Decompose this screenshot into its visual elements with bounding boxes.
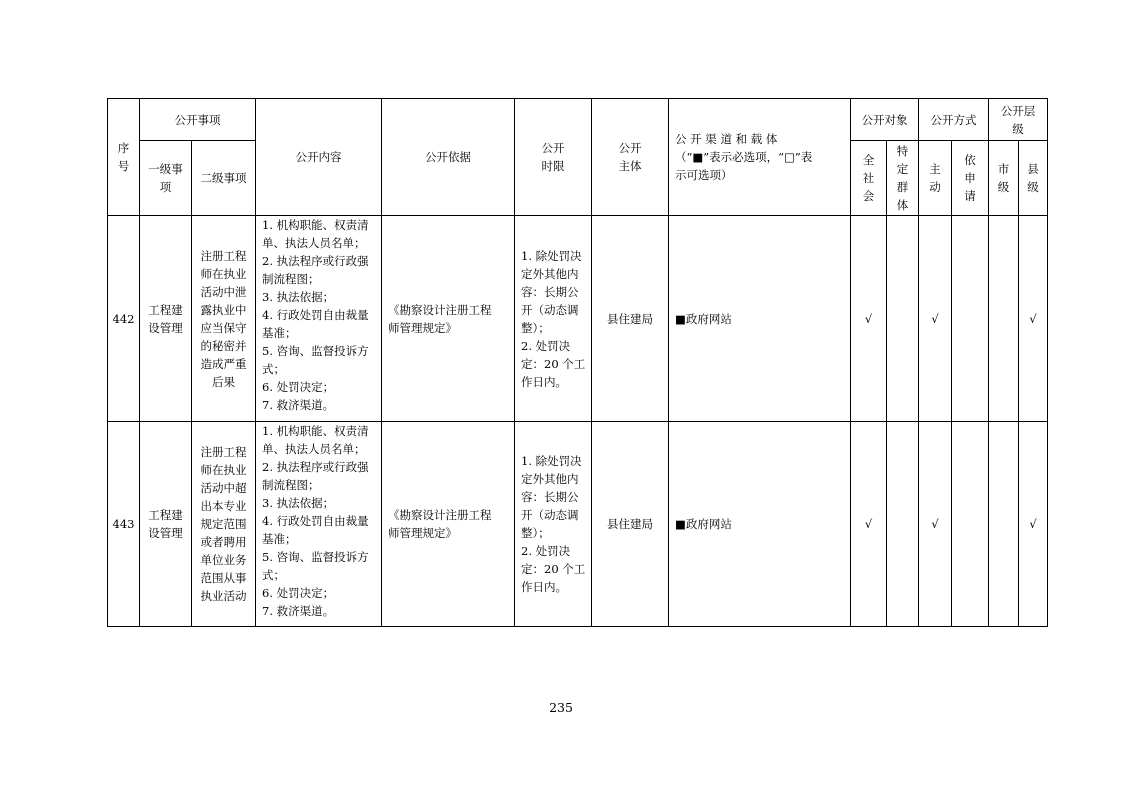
row-seq: 442 — [108, 216, 140, 422]
content-item: 5. 咨询、监督投诉方 式； — [262, 344, 369, 376]
row-level1: 工程建 设管理 — [140, 216, 192, 422]
row-channel: ■政府网站 — [669, 216, 851, 422]
content-item: 2. 执法程序或行政强 制流程图； — [262, 254, 369, 286]
table-row — [108, 216, 1048, 422]
header-method-active: 主 动 — [919, 141, 952, 216]
row-content — [256, 216, 382, 422]
row-target-all: √ — [851, 216, 887, 422]
row-method-apply — [952, 216, 989, 422]
row-level-city — [989, 422, 1019, 627]
header-items: 公开事项 — [140, 99, 256, 141]
header-level: 公开层 级 — [989, 99, 1048, 141]
header-target: 公开对象 — [851, 99, 919, 141]
row-content — [256, 422, 382, 627]
header-level2: 二级事项 — [192, 141, 256, 216]
content-item: 6. 处罚决定； — [262, 586, 335, 600]
content-item: 7. 救济渠道。 — [262, 604, 335, 618]
row-level-city — [989, 216, 1019, 422]
header-time-limit: 公开 时限 — [515, 99, 592, 216]
content-item: 2. 执法程序或行政强 制流程图； — [262, 460, 369, 492]
header-subject: 公开 主体 — [592, 99, 669, 216]
row-level2: 注册工程 师在执业 活动中泄 露执业中 应当保守 的秘密并 造成严重 后果 — [192, 216, 256, 422]
header-method: 公开方式 — [919, 99, 989, 141]
header-level-county: 县 级 — [1019, 141, 1048, 216]
header-channel: 公 开 渠 道 和 载 体 （“■”表示必选项，“□”表 示可选项） — [669, 99, 851, 216]
row-subject: 县住建局 — [592, 216, 669, 422]
header-seq: 序 号 — [108, 99, 140, 216]
row-seq: 443 — [108, 422, 140, 627]
disclosure-table — [107, 98, 1048, 627]
content-item: 5. 咨询、监督投诉方 式； — [262, 550, 369, 582]
row-target-specific — [887, 216, 919, 422]
content-item: 7. 救济渠道。 — [262, 398, 335, 412]
content-item: 1. 机构职能、权责清 单、执法人员名单； — [262, 424, 369, 456]
content-item: 3. 执法依据； — [262, 290, 335, 304]
row-basis: 《勘察设计注册工程 师管理规定》 — [382, 216, 515, 422]
content-item: 3. 执法依据； — [262, 496, 335, 510]
row-target-all: √ — [851, 422, 887, 627]
row-method-apply — [952, 422, 989, 627]
content-item: 4. 行政处罚自由裁量 基准； — [262, 308, 369, 340]
row-time-limit: 1. 除处罚决 定外其他内 容：长期公 开（动态调 整）； 2. 处罚决 定：20 个工 作日内。 — [515, 422, 592, 627]
content-item: 4. 行政处罚自由裁量 基准； — [262, 514, 369, 546]
header-method-apply: 依 申 请 — [952, 141, 989, 216]
header-content: 公开内容 — [256, 99, 382, 216]
header-basis: 公开依据 — [382, 99, 515, 216]
row-time-limit: 1. 除处罚决 定外其他内 容：长期公 开（动态调 整）； 2. 处罚决 定：20 个工 作日内。 — [515, 216, 592, 422]
header-row-1 — [108, 99, 1048, 141]
row-channel: ■政府网站 — [669, 422, 851, 627]
row-level-county: √ — [1019, 422, 1048, 627]
row-level-county: √ — [1019, 216, 1048, 422]
header-target-all: 全 社 会 — [851, 141, 887, 216]
page-number: 235 — [549, 700, 573, 715]
row-target-specific — [887, 422, 919, 627]
header-target-specific: 特 定 群 体 — [887, 141, 919, 216]
row-subject: 县住建局 — [592, 422, 669, 627]
header-level-city: 市 级 — [989, 141, 1019, 216]
header-level1: 一级事 项 — [140, 141, 192, 216]
row-method-active: √ — [919, 216, 952, 422]
row-method-active: √ — [919, 422, 952, 627]
table-row — [108, 422, 1048, 627]
row-level2: 注册工程 师在执业 活动中超 出本专业 规定范围 或者聘用 单位业务 范围从事 执业活动 — [192, 422, 256, 627]
content-item: 6. 处罚决定； — [262, 380, 335, 394]
content-item: 1. 机构职能、权责清 单、执法人员名单； — [262, 218, 369, 250]
row-basis: 《勘察设计注册工程 师管理规定》 — [382, 422, 515, 627]
row-level1: 工程建 设管理 — [140, 422, 192, 627]
